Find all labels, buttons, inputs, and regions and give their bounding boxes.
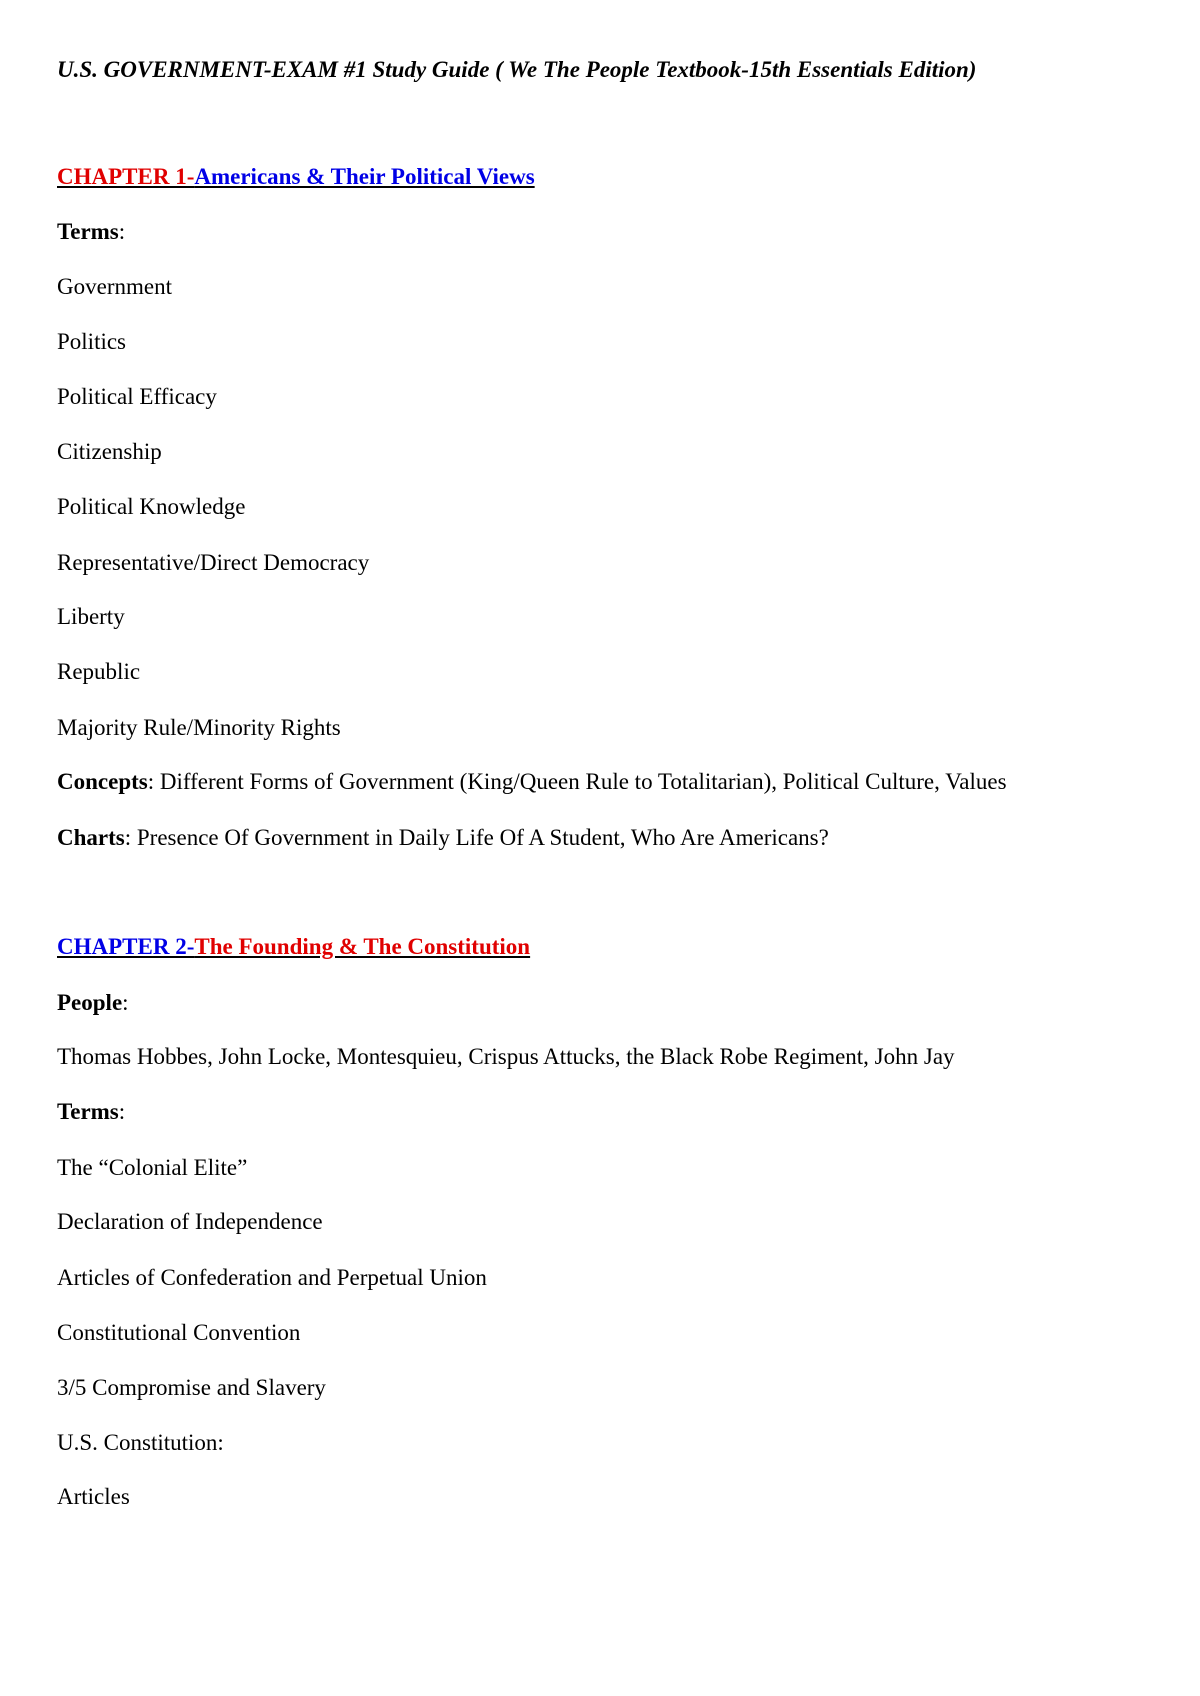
term-item: Politics <box>57 329 127 354</box>
term-item: 3/5 Compromise and Slavery <box>57 1375 326 1400</box>
term-item: Political Knowledge <box>57 494 246 519</box>
term-item: Declaration of Independence <box>57 1209 323 1234</box>
term-item: Representative/Direct Democracy <box>57 550 370 575</box>
term-item: Citizenship <box>57 439 162 464</box>
people-list: Thomas Hobbes, John Locke, Montesquieu, Crispus Attucks, the Black Robe Regiment, John Jay <box>57 1044 955 1069</box>
concepts-text: Different Forms of Government (King/Queen Rule to Totalitarian), Political Culture, Values <box>159 769 1007 794</box>
chapter-1-heading <box>57 163 535 191</box>
chapter-1-number: CHAPTER 1- <box>57 164 195 189</box>
chapter-2-heading <box>57 933 530 961</box>
chapter-2-people-label: People: <box>57 990 129 1015</box>
term-item: Majority Rule/Minority Rights <box>57 715 341 740</box>
charts-label: Charts <box>57 825 125 850</box>
charts-text: Presence Of Government in Daily Life Of A Student, Who Are Americans? <box>136 825 829 850</box>
term-item: The “Colonial Elite” <box>57 1155 248 1180</box>
chapter-1-charts: Charts: Presence Of Government in Daily Life Of A Student, Who Are Americans? <box>57 825 829 850</box>
chapter-1-concepts: Concepts: Different Forms of Government (King/Queen Rule to Totalitarian), Political Culture, Values <box>57 769 1007 794</box>
chapter-2-title: The Founding & The Constitution <box>194 934 531 959</box>
term-item: U.S. Constitution: <box>57 1430 224 1455</box>
term-item: Constitutional Convention <box>57 1320 301 1345</box>
term-item: Government <box>57 274 172 299</box>
term-item: Articles <box>57 1484 130 1509</box>
concepts-label: Concepts <box>57 769 148 794</box>
chapter-2-terms-label: Terms: <box>57 1099 126 1124</box>
term-item: Articles of Confederation and Perpetual Union <box>57 1265 487 1290</box>
document-title: U.S. GOVERNMENT-EXAM #1 Study Guide ( We The People Textbook-15th Essentials Edition) <box>57 57 977 82</box>
chapter-1-title: Americans & Their Political Views <box>194 164 535 189</box>
term-item: Political Efficacy <box>57 384 217 409</box>
chapter-2-number: CHAPTER 2- <box>57 934 195 959</box>
chapter-1-terms-label: Terms: <box>57 219 126 244</box>
term-item: Republic <box>57 659 141 684</box>
term-item: Liberty <box>57 604 125 629</box>
